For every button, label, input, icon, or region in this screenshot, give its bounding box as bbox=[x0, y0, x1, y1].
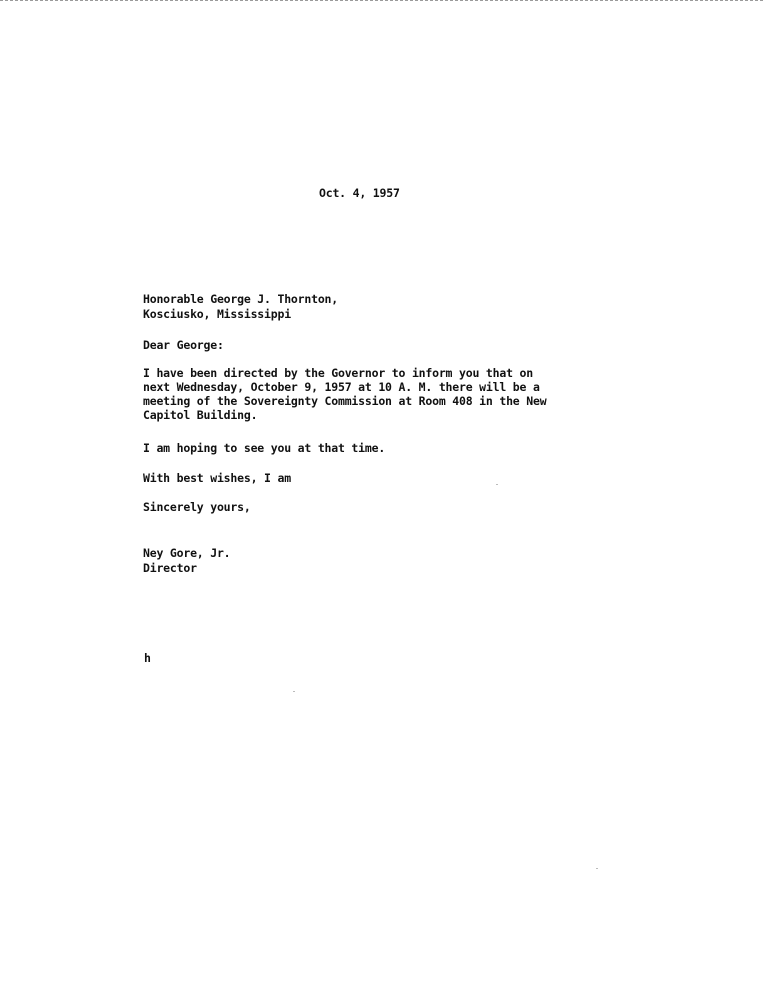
signer-name: Ney Gore, Jr. bbox=[143, 546, 231, 560]
scan-speck bbox=[293, 691, 295, 692]
recipient-location-line: Kosciusko, Mississippi bbox=[143, 307, 291, 321]
scan-speck bbox=[596, 868, 598, 869]
typist-initials: h bbox=[144, 651, 151, 665]
scan-speck bbox=[496, 484, 498, 485]
body-paragraph-2: I am hoping to see you at that time. bbox=[143, 441, 386, 455]
salutation: Dear George: bbox=[143, 338, 224, 352]
complimentary-closing: Sincerely yours, bbox=[143, 500, 251, 514]
letter-date: Oct. 4, 1957 bbox=[319, 186, 400, 200]
page-top-border bbox=[0, 0, 763, 1]
body-paragraph-3: With best wishes, I am bbox=[143, 471, 291, 485]
signer-title: Director bbox=[143, 561, 197, 575]
body-paragraph-1-line-2: next Wednesday, October 9, 1957 at 10 A. M. there will be a bbox=[143, 380, 540, 394]
recipient-name-line: Honorable George J. Thornton, bbox=[143, 292, 338, 306]
body-paragraph-1-line-3: meeting of the Sovereignty Commission at Room 408 in the New bbox=[143, 394, 547, 408]
body-paragraph-1-line-1: I have been directed by the Governor to inform you that on bbox=[143, 366, 533, 380]
body-paragraph-1-line-4: Capitol Building. bbox=[143, 408, 258, 422]
